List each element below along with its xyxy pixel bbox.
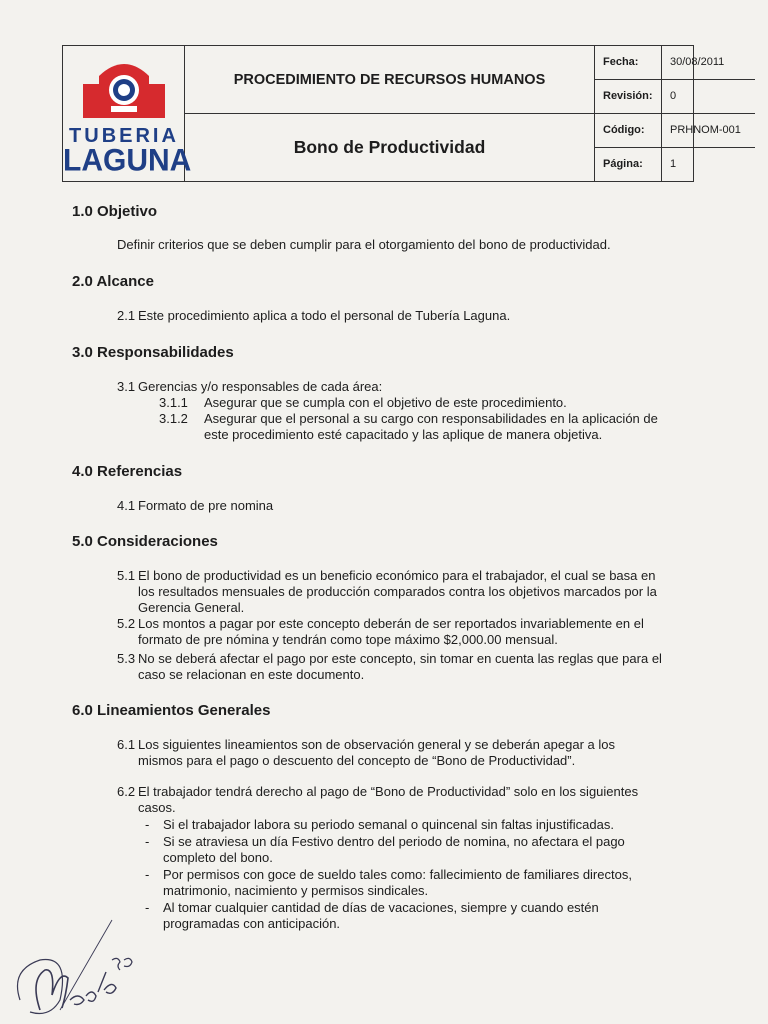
consideracion-line: No se deberá afectar el pago por este concepto, sin tomar en cuenta las reglas que para el: [138, 651, 662, 666]
consideracion-line: Gerencia General.: [138, 600, 245, 615]
logo-text-laguna: LAGUNA: [63, 143, 192, 178]
consideracion-line: formato de pre nómina y tendrán como tope máximo $2,000.00 mensual.: [138, 632, 558, 647]
codigo-label: Código:: [595, 114, 662, 148]
item-number: 4.1: [117, 498, 136, 513]
alcance-text: Este procedimiento aplica a todo el personal de Tubería Laguna.: [138, 308, 511, 323]
section-heading-responsabilidades: 3.0 Responsabilidades: [72, 344, 234, 361]
bullet-dash: -: [145, 900, 150, 915]
lineamiento-line: mismos para el pago o descuento del concepto de “Bono de Productividad”.: [138, 753, 576, 768]
consideracion-line: El bono de productividad es un beneficio económico para el trabajador, el cual se basa en: [138, 568, 656, 583]
section-heading-referencias: 4.0 Referencias: [72, 463, 183, 480]
consideracion-line: caso se relacionan en este documento.: [138, 667, 365, 682]
subitem-text: Asegurar que se cumpla con el objetivo de este procedimiento.: [204, 395, 567, 410]
bullet-text: Si el trabajador labora su periodo semanal o quincenal sin faltas injustificadas.: [163, 817, 614, 832]
section-heading-objetivo: 1.0 Objetivo: [72, 203, 158, 220]
subitem-number: 3.1.2: [159, 411, 188, 426]
consideracion-line: los resultados mensuales de producción comparados contra los objetivos marcados por la: [138, 584, 657, 599]
tuberia-laguna-logo-icon: [81, 54, 167, 126]
pagina-label: Página:: [595, 148, 662, 181]
bullet-dash: -: [145, 867, 150, 882]
fecha-value: 30/08/2011: [662, 46, 755, 80]
section-heading-consideraciones: 5.0 Consideraciones: [72, 533, 218, 550]
fecha-label: Fecha:: [595, 46, 662, 80]
subitem-number: 3.1.1: [159, 395, 188, 410]
item-number: 6.1: [117, 737, 136, 752]
section-heading-lineamientos: 6.0 Lineamientos Generales: [72, 702, 271, 719]
bullet-text: completo del bono.: [163, 850, 273, 865]
item-number: 5.3: [117, 651, 136, 666]
subitem-text: este procedimiento esté capacitado y las aplique de manera objetiva.: [204, 427, 603, 442]
bullet-text: Al tomar cualquier cantidad de días de vacaciones, siempre y cuando estén: [163, 900, 599, 915]
referencias-text: Formato de pre nomina: [138, 498, 274, 513]
bullet-dash: -: [145, 817, 150, 832]
header-table: [62, 45, 741, 182]
document-title: PROCEDIMIENTO DE RECURSOS HUMANOS: [185, 46, 595, 114]
bullet-text: matrimonio, nacimiento y permisos sindicales.: [163, 883, 429, 898]
pagina-value: 1: [670, 158, 677, 170]
item-number: 5.2: [117, 616, 136, 631]
bullet-text: Por permisos con goce de sueldo tales como: fallecimiento de familiares directos,: [163, 867, 632, 882]
item-number: 3.1: [117, 379, 136, 394]
consideracion-line: Los montos a pagar por este concepto deberán de ser reportados invariablemente en el: [138, 616, 644, 631]
item-number: 5.1: [117, 568, 136, 583]
document-subtitle: Bono de Productividad: [185, 114, 595, 181]
objetivo-text: Definir criterios que se deben cumplir para el otorgamiento del bono de productividad.: [117, 237, 611, 252]
revision-value: 0: [662, 80, 755, 114]
codigo-value: PRHNOM-001: [662, 114, 755, 148]
bullet-dash: -: [145, 834, 150, 849]
item-number: 2.1: [117, 308, 136, 323]
lineamiento-line: casos.: [138, 800, 176, 815]
section-heading-alcance: 2.0 Alcance: [72, 273, 154, 290]
lineamiento-line: El trabajador tendrá derecho al pago de “Bono de Productividad” solo en los siguientes: [138, 784, 639, 799]
bullet-text: Si se atraviesa un día Festivo dentro del periodo de nomina, no afectara el pago: [163, 834, 625, 849]
subitem-text: Asegurar que el personal a su cargo con responsabilidades en la aplicación de: [204, 411, 658, 426]
lineamiento-line: Los siguientes lineamientos son de observación general y se deberán apegar a los: [138, 737, 615, 752]
item-number: 6.2: [117, 784, 136, 799]
responsabilidades-text: Gerencias y/o responsables de cada área:: [138, 379, 383, 394]
handwritten-signature-icon: [0, 900, 200, 1020]
revision-label: Revisión:: [595, 80, 662, 114]
bullet-text: programadas con anticipación.: [163, 916, 341, 931]
logo-text-tuberia: TUBERIA: [69, 125, 179, 147]
logo: [63, 46, 192, 181]
